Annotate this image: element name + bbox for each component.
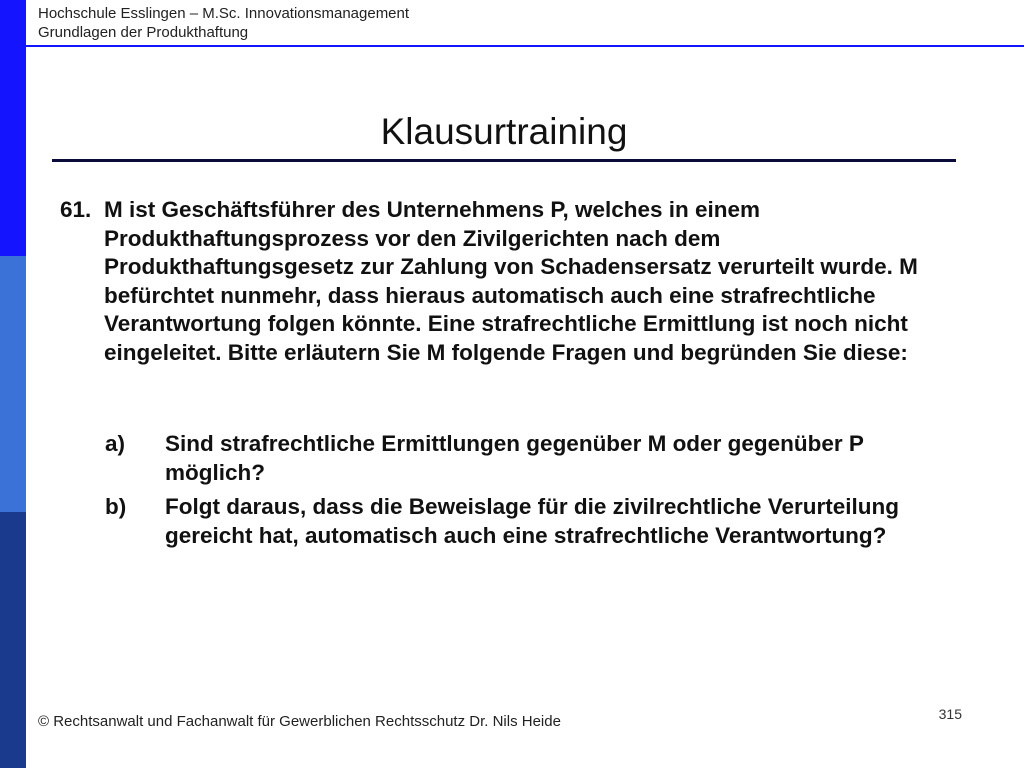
slide-header (38, 4, 409, 42)
footer-copyright: © Rechtsanwalt und Fachanwalt für Gewerblichen Rechtsschutz Dr. Nils Heide (38, 713, 561, 730)
subquestion-text: Sind strafrechtliche Ermittlungen gegenüber M oder gegenüber P möglich? (165, 431, 864, 485)
question-number: 61. (60, 197, 92, 222)
accent-bar-segment-middle (0, 256, 26, 512)
accent-bar-segment-top (0, 0, 26, 256)
question-text: M ist Geschäftsführer des Unternehmens P, welches in einem Produkthaftungsprozess vor den Zivilgerichten nach dem Produkthaftungsgesetz zur Zahlung von Schadensersatz verurteilt wurde. M befürchtet nunmehr, dass hieraus automatisch auch eine strafrechtliche Verantwortung folgen könnte. Eine strafrechtliche Ermittlung ist noch nicht eingeleitet. Bitte erläutern Sie M folgende Fragen und begründen Sie diese: (104, 197, 918, 365)
subquestion-label: a) (105, 431, 126, 456)
slide-title: Klausurtraining (380, 111, 628, 152)
subquestion-label: b) (105, 494, 127, 519)
subquestion-item (105, 430, 965, 487)
left-accent-bar (0, 0, 26, 768)
header-divider (26, 45, 1024, 47)
subquestion-list (105, 430, 965, 556)
header-course: Grundlagen der Produkthaftung (38, 24, 249, 41)
page-number: 315 (938, 706, 962, 722)
header-institution: Hochschule Esslingen – M.Sc. Innovationsmanagement (38, 5, 410, 22)
question-block (60, 196, 960, 367)
subquestion-item (105, 493, 965, 550)
subquestion-text: Folgt daraus, dass die Beweislage für die zivilrechtliche Verurteilung gereicht hat, automatisch auch eine strafrechtliche Verantwortung? (165, 494, 899, 548)
accent-bar-segment-bottom (0, 512, 26, 768)
title-underline (52, 159, 956, 162)
